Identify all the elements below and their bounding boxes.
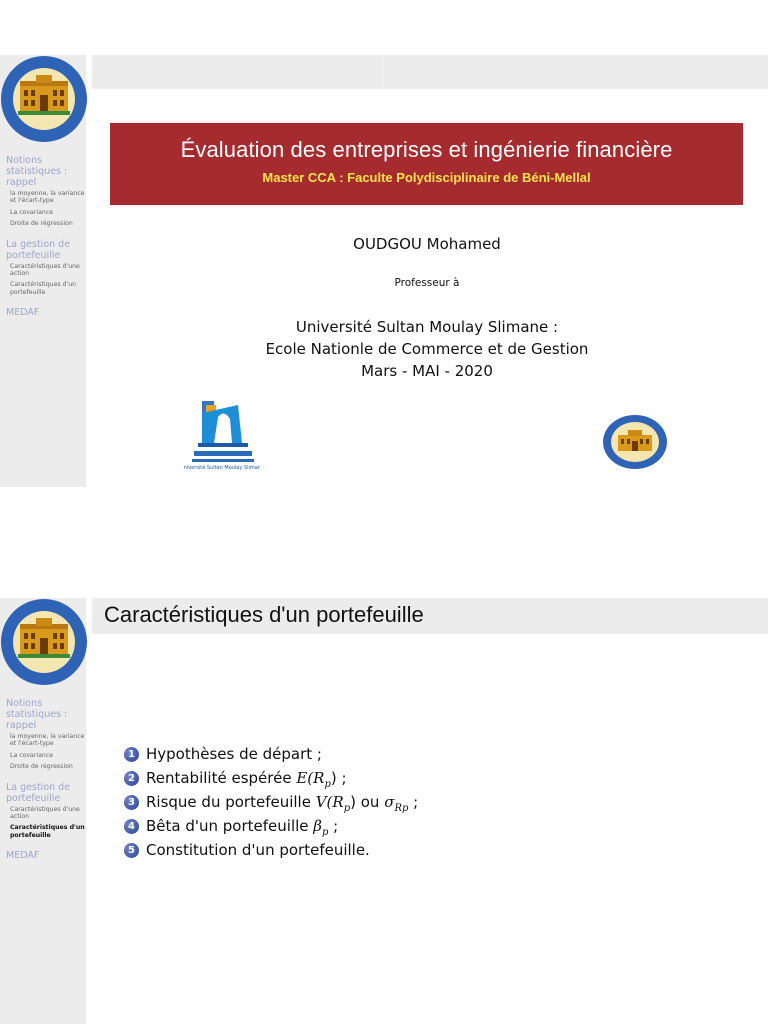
sidebar-nav [6, 698, 86, 863]
sidebar-item-moyenne[interactable]: la moyenne, la variance et l'écart-type [10, 733, 85, 748]
list-item: 4 Bêta d'un portefeuille $\beta_p$ ; [124, 814, 418, 838]
sidebar-section-notions[interactable]: Notions statistiques : rappel [6, 155, 68, 188]
university-logo-caption: Université Sultan Moulay Slimane [184, 465, 260, 471]
sidebar-item-portefeuille[interactable]: Caractéristiques d'un portefeuille [10, 281, 77, 296]
presentation-subtitle: Master CCA : Faculte Polydisciplinaire de Béni-Mellal [262, 170, 591, 185]
list-item: 5 Constitution d'un portefeuille. [124, 838, 418, 862]
author-name: OUDGOU Mohamed [353, 235, 501, 253]
title-box [110, 123, 743, 205]
header-bar [92, 55, 768, 89]
presentation-date: Mars - MAI - 2020 [361, 362, 493, 380]
sidebar-item-regression[interactable]: Droite de régression [10, 220, 73, 228]
title-slide [0, 55, 768, 487]
list-item: 1 Hypothèses de départ ; [124, 742, 418, 766]
sidebar-item-moyenne[interactable]: la moyenne, la variance et l'écart-type [10, 190, 85, 205]
sidebar-item-action[interactable]: Caractéristiques d'une action [10, 262, 80, 278]
faculty-logo [0, 55, 92, 143]
number-bullet-icon: 1 [124, 747, 139, 762]
sidebar-section-gestion[interactable]: La gestion de portefeuille [6, 238, 71, 261]
sidebar-item-covariance[interactable]: La covariance [10, 751, 54, 759]
faculty-logo [0, 598, 92, 686]
content-slide [0, 598, 768, 1024]
sidebar-section-medaf[interactable]: MEDAF [6, 307, 40, 319]
frame-title: Caractéristiques d'un portefeuille [104, 602, 424, 627]
sidebar-item-regression[interactable]: Droite de régression [10, 763, 73, 771]
number-bullet-icon: 2 [124, 771, 139, 786]
number-bullet-icon: 5 [124, 843, 139, 858]
university-logo [184, 399, 260, 471]
number-bullet-icon: 3 [124, 795, 139, 810]
institution-line-2: Ecole Nationle de Commerce et de Gestion [265, 340, 589, 358]
sidebar-item-covariance[interactable]: La covariance [10, 208, 54, 216]
list-item: 2 Rentabilité espérée $E(R_p)$ ; [124, 766, 418, 790]
list-item: 3 Risque du portefeuille $V(R_p)$ ou $\sigma_{Rp}$ ; [124, 790, 418, 814]
sidebar-section-notions[interactable]: Notions statistiques : rappel [6, 698, 68, 731]
sidebar-section-medaf[interactable]: MEDAF [6, 850, 40, 862]
author-role: Professeur à [394, 277, 460, 289]
faculty-logo-small [601, 413, 669, 471]
sidebar-section-gestion[interactable]: La gestion de portefeuille [6, 781, 71, 804]
number-bullet-icon: 4 [124, 819, 139, 834]
sidebar-item-portefeuille-active[interactable]: Caractéristiques d'un portefeuille [10, 824, 85, 839]
sidebar-item-action[interactable]: Caractéristiques d'une action [10, 805, 80, 821]
institution-line-1: Université Sultan Moulay Slimane : [295, 318, 559, 336]
presentation-title: Évaluation des entreprises et ingénierie financière [180, 137, 673, 162]
sidebar-nav [6, 155, 86, 320]
enumeration-list [124, 742, 418, 862]
